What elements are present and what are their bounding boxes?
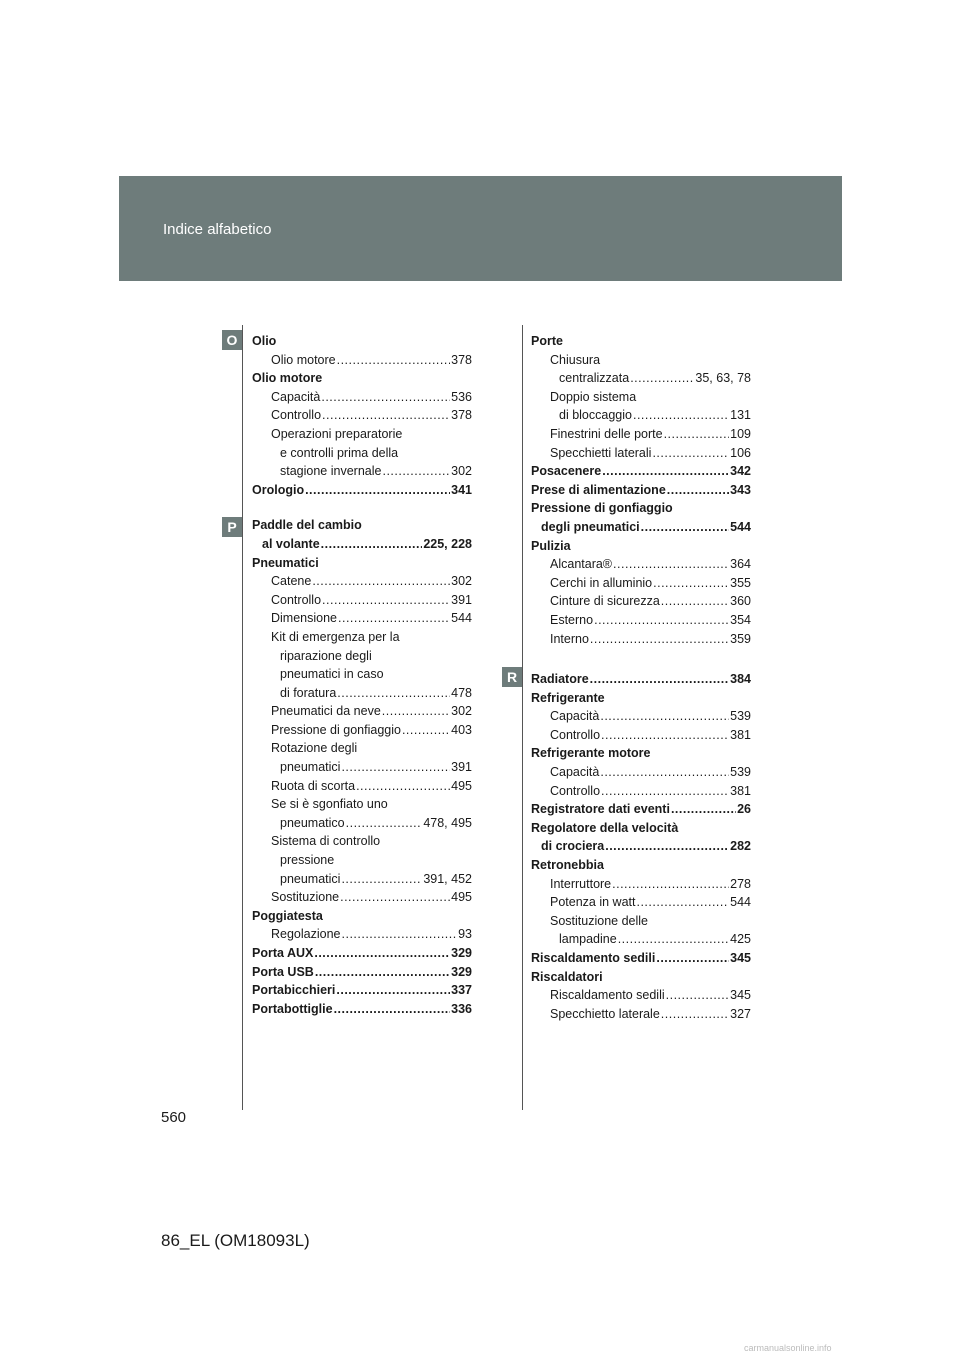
index-column-left [252,332,472,1018]
index-entry-page: 342 [730,464,751,479]
index-entry [531,537,751,556]
index-entry [531,986,751,1005]
index-entry-term: Controllo [550,783,601,798]
index-entry-term: Cerchi in alluminio [550,575,653,590]
index-entry-term: stagione invernale [280,464,382,479]
index-entry [531,912,751,931]
index-entry [531,800,751,819]
index-entry-term: Potenza in watt [550,895,636,910]
index-group-p [252,516,472,1018]
index-entry-term: Porta AUX [252,946,314,960]
index-entry-term: di crociera [541,839,605,854]
page-number: 560 [161,1109,187,1126]
letter-tab-r: R [502,667,522,687]
index-entry [531,782,751,801]
index-entry-page: 378 [451,408,472,423]
index-entry [252,462,472,481]
index-entry [252,1000,472,1019]
dot-leader [633,406,729,425]
index-entry-page: 536 [451,389,472,404]
index-entry [252,758,472,777]
index-entry [252,777,472,796]
dot-leader [321,535,423,554]
index-entry-page: 131 [730,408,751,423]
index-entry-page: 364 [730,557,751,572]
dot-leader [338,609,450,628]
index-entry-page: 354 [730,612,751,627]
index-entry [531,968,751,987]
index-entry-term: Portabottiglie [252,1001,333,1016]
dot-leader [342,925,458,944]
index-entry-term: Pneumatici [252,555,319,570]
index-entry-term: Refrigerante motore [531,746,651,761]
index-entry [252,851,472,870]
dot-leader [602,462,729,481]
index-entry-page: 302 [451,704,472,719]
index-entry-term: Riscaldamento sedili [531,951,656,965]
index-entry [252,425,472,444]
index-entry-term: Sostituzione [271,890,340,905]
index-entry [252,481,472,500]
index-entry-term: Sostituzione delle [550,913,648,928]
index-entry-page: 391 [451,592,472,607]
index-entry [252,814,472,833]
dot-leader [605,837,729,856]
index-entry [531,611,751,630]
index-entry-page: 345 [730,951,751,965]
index-entry-term: pneumatici in caso [280,667,384,682]
index-entry [531,592,751,611]
index-entry [531,1005,751,1024]
index-entry-term: Pressione di gonfiaggio [271,722,401,737]
index-entry-term: Riscaldatori [531,969,603,984]
index-column-right [531,332,751,1023]
index-entry [252,684,472,703]
index-entry [252,888,472,907]
index-group-o [252,332,472,499]
index-entry [531,462,751,481]
index-entry-term: Catene [271,574,312,589]
index-entry-term: Controllo [271,408,322,423]
index-entry-page: 35, 63, 78 [695,371,751,386]
left-column-divider [242,325,243,1110]
index-entry-page: 544 [730,519,751,534]
index-entry-term: Controllo [271,592,322,607]
index-entry [531,856,751,875]
dot-leader [336,981,450,1000]
index-entry-term: Registratore dati eventi [531,802,670,817]
index-entry-page: 360 [730,594,751,609]
index-entry-term: Finestrini delle porte [550,426,663,441]
dot-leader [590,670,729,689]
index-entry-term: Chiusura [550,352,601,367]
index-entry-page: 341 [451,482,472,497]
dot-leader [337,351,451,370]
index-entry-term: Regolazione [271,927,341,942]
dot-leader [382,462,450,481]
index-entry-page: 495 [451,890,472,905]
index-entry-term: lampadine [559,932,617,947]
index-entry-term: Refrigerante [531,690,605,705]
index-entry [531,332,751,351]
index-entry-term: Se si è sgonfiato uno [271,797,388,812]
dot-leader [612,875,729,894]
index-entry [252,963,472,982]
index-entry-term: centralizzata [559,371,630,386]
index-entry [531,518,751,537]
index-entry-term: Prese di alimentazione [531,482,666,497]
index-entry [531,949,751,968]
dot-leader [671,800,736,819]
section-title: Indice alfabetico [163,221,272,238]
index-entry [252,609,472,628]
index-entry-term: Operazioni preparatorie [271,426,403,441]
dot-leader [321,388,450,407]
index-entry-page: 478, 495 [423,815,472,830]
index-entry-term: pneumatici [280,760,341,775]
index-entry-term: Orologio [252,482,305,497]
index-entry-term: Ruota di scorta [271,778,356,793]
index-entry [531,630,751,649]
index-entry [252,369,472,388]
index-entry-term: Alcantara® [550,557,613,572]
index-entry-term: Regolatore della velocità [531,820,679,835]
index-entry-term: pneumatici [280,871,341,886]
dot-leader [661,1005,729,1024]
index-entry [252,907,472,926]
index-entry [531,425,751,444]
dot-leader [601,726,729,745]
index-group-p-continued [531,332,751,648]
dot-leader [590,630,729,649]
index-entry [531,444,751,463]
dot-leader [594,611,729,630]
dot-leader [666,986,730,1005]
index-entry-term: Posacenere [531,464,602,479]
index-entry [531,388,751,407]
index-entry-term: Pulizia [531,538,571,553]
index-entry [252,647,472,666]
index-entry-page: 302 [451,574,472,589]
index-entry-page: 544 [730,895,751,910]
index-entry-term: Riscaldamento sedili [550,988,665,1003]
index-entry [252,535,472,554]
index-entry-page: 302 [451,464,472,479]
dot-leader [315,963,450,982]
manual-code: 86_EL (OM18093L) [161,1231,310,1250]
dot-leader [382,702,450,721]
dot-leader [613,555,729,574]
dot-leader [600,707,729,726]
index-entry-page: 403 [451,722,472,737]
index-entry [531,351,751,370]
index-entry [252,702,472,721]
index-entry-term: Olio [252,334,277,348]
index-entry [531,481,751,500]
index-entry [252,870,472,889]
index-entry-page: 109 [730,426,751,441]
index-entry-term: e controlli prima della [280,445,399,460]
index-entry-term: Doppio sistema [550,389,637,404]
index-entry [252,739,472,758]
dot-leader [601,782,729,801]
index-entry-page: 355 [730,575,751,590]
index-entry [531,689,751,708]
index-entry-term: riparazione degli [280,648,372,663]
index-entry-page: 327 [730,1006,751,1021]
index-entry-page: 391, 452 [423,871,472,886]
index-group-r [531,670,751,1023]
index-entry-page: 359 [730,631,751,646]
dot-leader [636,893,729,912]
index-entry-page: 495 [451,778,472,793]
index-entry-term: Capacità [550,765,600,780]
index-entry [252,795,472,814]
index-entry-term: degli pneumatici [541,519,640,534]
index-entry-term: Capacità [550,709,600,724]
index-entry [531,744,751,763]
index-entry-page: 391 [451,760,472,775]
dot-leader [656,949,729,968]
index-entry-term: Paddle del cambio [252,518,362,533]
dot-leader [653,574,729,593]
dot-leader [322,591,450,610]
dot-leader [312,572,450,591]
index-entry [252,832,472,851]
index-entry-page: 282 [730,839,751,854]
index-entry [531,893,751,912]
index-entry-page: 381 [730,783,751,798]
index-entry-page: 278 [730,876,751,891]
index-entry-term: di bloccaggio [559,408,632,423]
index-entry [252,591,472,610]
index-entry-page: 329 [451,964,472,979]
index-entry-page: 337 [451,983,472,998]
index-entry-term: Specchietti laterali [550,445,652,460]
dot-leader [356,777,450,796]
index-entry-term: Portabicchieri [252,983,336,998]
index-entry [531,707,751,726]
dot-leader [305,481,450,500]
index-entry [252,721,472,740]
index-entry-page: 106 [730,445,751,460]
index-entry [531,819,751,838]
index-entry-term: pneumatico [280,815,345,830]
index-entry [252,406,472,425]
index-entry [252,981,472,1000]
index-entry-term: Olio motore [252,371,323,386]
index-entry-term: Kit di emergenza per la [271,629,400,644]
index-entry-page: 329 [451,946,472,960]
index-entry [252,554,472,573]
index-entry-term: Rotazione degli [271,741,358,756]
index-entry-page: 544 [451,611,472,626]
dot-leader [322,406,450,425]
index-entry [531,670,751,689]
index-entry [252,444,472,463]
index-entry [252,665,472,684]
index-entry [531,875,751,894]
index-entry [531,837,751,856]
index-entry [531,726,751,745]
index-entry-term: Porta USB [252,964,314,979]
index-entry [252,332,472,351]
index-entry-term: al volante [262,536,320,551]
index-entry-term: Interno [550,631,589,646]
index-entry [252,628,472,647]
watermark-link[interactable]: carmanualsonline.info [744,1343,832,1353]
index-entry [252,572,472,591]
index-entry-page: 539 [730,765,751,780]
section-header [119,176,842,281]
index-entry-page: 345 [730,988,751,1003]
index-entry [252,516,472,535]
index-entry-term: Pressione di gonfiaggio [531,501,673,516]
index-entry-page: 336 [451,1001,472,1016]
dot-leader [314,944,450,963]
index-entry-term: Retronebbia [531,858,604,873]
index-entry [531,574,751,593]
index-entry-term: Capacità [271,389,321,404]
dot-leader [341,870,422,889]
index-entry-term: Radiatore [531,672,589,687]
index-entry-term: Olio motore [271,352,336,367]
index-entry-page: 343 [730,482,751,497]
dot-leader [667,481,729,500]
index-entry-term: pressione [280,853,335,868]
index-entry-term: Esterno [550,612,594,627]
index-entry-term: Dimensione [271,611,338,626]
index-entry-page: 378 [451,352,472,367]
index-entry [252,925,472,944]
dot-leader [337,684,450,703]
index-entry-page: 225, 228 [423,536,472,551]
dot-leader [334,1000,451,1019]
letter-tab-p: P [222,517,242,537]
index-entry-page: 26 [737,802,751,817]
index-entry-term: Poggiatesta [252,908,323,923]
index-entry [531,499,751,518]
dot-leader [341,758,450,777]
index-entry-page: 539 [730,709,751,724]
dot-leader [664,425,730,444]
index-entry-page: 93 [458,927,472,942]
dot-leader [340,888,450,907]
index-entry [531,930,751,949]
index-entry [252,388,472,407]
right-column-divider [522,325,523,1110]
dot-leader [346,814,423,833]
index-entry-term: di foratura [280,685,337,700]
index-entry-term: Specchietto laterale [550,1006,660,1021]
index-entry-page: 384 [730,672,751,687]
index-entry [252,351,472,370]
index-entry [531,406,751,425]
dot-leader [630,369,694,388]
dot-leader [402,721,450,740]
index-entry-term: Controllo [550,727,601,742]
index-entry [531,555,751,574]
index-entry-page: 425 [730,932,751,947]
dot-leader [618,930,729,949]
index-entry [531,369,751,388]
dot-leader [641,518,730,537]
dot-leader [661,592,729,611]
index-entry-term: Cinture di sicurezza [550,594,660,609]
index-entry-term: Interruttore [550,876,612,891]
dot-leader [600,763,729,782]
index-entry-page: 381 [730,727,751,742]
index-entry-term: Sistema di controllo [271,834,381,849]
dot-leader [652,444,729,463]
index-entry-term: Pneumatici da neve [271,704,381,719]
letter-tab-o: O [222,330,242,350]
index-entry [531,763,751,782]
index-entry-term: Porte [531,334,563,348]
index-entry-page: 478 [451,685,472,700]
index-entry [252,944,472,963]
